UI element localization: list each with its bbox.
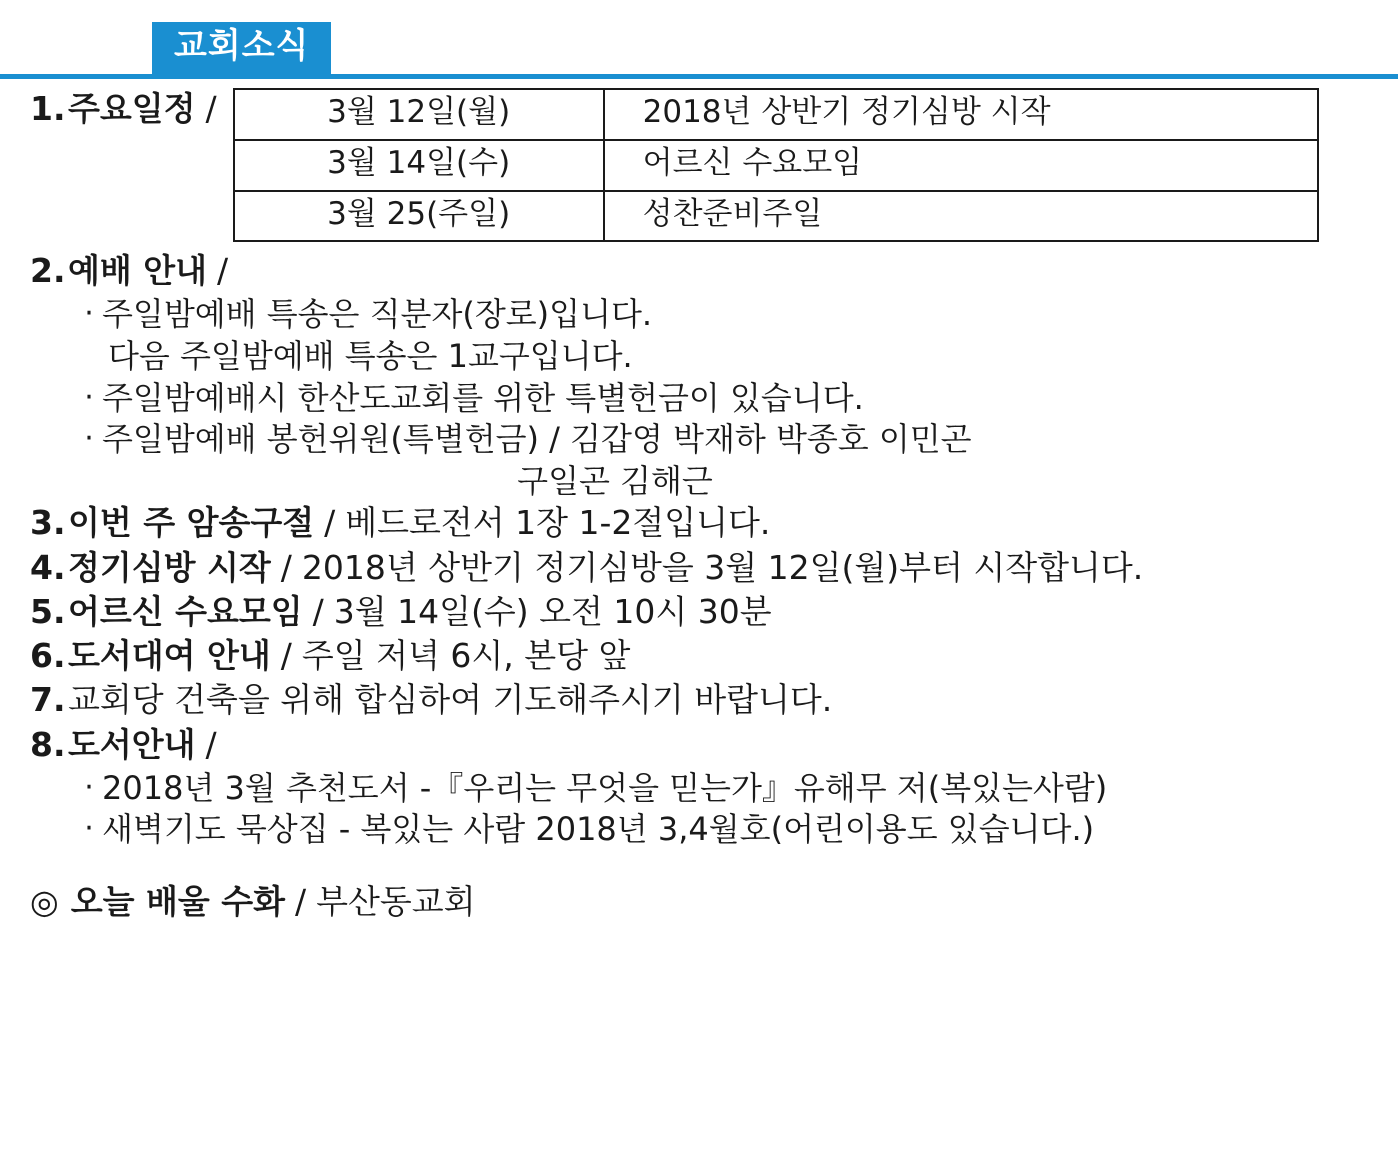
schedule-date: 3월 25(주일)	[234, 191, 604, 242]
offering-committee-overflow: 구일곤 김해근	[517, 461, 713, 500]
bullet-icon: ·	[84, 769, 94, 805]
list-item-worship-guide	[30, 250, 1380, 292]
item-label: 이번 주 암송구절	[68, 503, 315, 543]
sub-item-text: 주일밤예배 특송은 직분자(장로)입니다.	[102, 295, 653, 334]
schedule-desc: 어르신 수요모임	[604, 140, 1318, 191]
bullet-icon: ·	[84, 811, 94, 847]
sub-item-text: 주일밤예배 봉헌위원(특별헌금) / 김갑영 박재하 박종호 이민곤	[102, 420, 972, 459]
item-number: 2.	[30, 251, 66, 291]
item-number: 3.	[30, 503, 66, 543]
schedule-date: 3월 14일(수)	[234, 140, 604, 191]
list-item-building-prayer	[30, 679, 1380, 721]
list-item-senior-wednesday-meeting	[30, 591, 1380, 633]
bullet-icon: ·	[84, 421, 94, 457]
item-value: 교회당 건축을 위해 합심하여 기도해주시기 바랍니다.	[68, 680, 833, 720]
schedule-date: 3월 12일(월)	[234, 89, 604, 140]
item-value: 2018년 상반기 정기심방을 3월 12일(월)부터 시작합니다.	[301, 547, 1144, 587]
sub-list-item	[76, 809, 1380, 851]
schedule-desc: 성찬준비주일	[604, 191, 1318, 242]
item-separator: /	[280, 636, 292, 676]
section-title-tab: 교회소식	[152, 22, 331, 75]
list-item-book-rental	[30, 635, 1380, 677]
schedule-label: 주요일정	[68, 89, 196, 128]
footer-value: 부산동교회	[316, 882, 476, 922]
list-item-book-guide	[30, 724, 1380, 766]
list-item-sign-language	[30, 881, 1380, 923]
item-number: 7.	[30, 680, 66, 720]
item-label: 예배 안내	[68, 251, 208, 291]
item-separator: /	[205, 724, 217, 764]
table-row	[234, 140, 1318, 191]
item-label: 어르신 수요모임	[68, 591, 303, 631]
sub-list-item	[76, 294, 1380, 336]
bulletin-content	[0, 84, 1398, 1174]
list-item-visitation-start	[30, 547, 1380, 589]
schedule-separator: /	[205, 89, 217, 128]
schedule-section	[30, 88, 1380, 242]
sub-item-text: 주일밤예배시 한산도교회를 위한 특별헌금이 있습니다.	[102, 378, 864, 417]
bullet-icon: ·	[84, 379, 94, 415]
sub-item-continuation: 다음 주일밤예배 특송은 1교구입니다.	[108, 337, 633, 376]
item-number: 6.	[30, 636, 66, 676]
item-separator: /	[324, 503, 336, 543]
spacer	[30, 851, 1380, 873]
item-separator: /	[312, 591, 324, 631]
footer-label: 오늘 배울 수화	[70, 882, 286, 922]
bullet-icon: ·	[84, 296, 94, 332]
list-item-memory-verse	[30, 502, 1380, 544]
footer-separator: /	[295, 882, 307, 922]
item-value: 주일 저녁 6시, 본당 앞	[301, 636, 631, 676]
sub-item-text: 2018년 3월 추천도서 -『우리는 무엇을 믿는가』유해무 저(복있는사람)	[102, 768, 1108, 807]
sub-item-text: 새벽기도 묵상집 - 복있는 사람 2018년 3,4월호(어린이용도 있습니다.)	[102, 810, 1095, 849]
item-number: 4.	[30, 547, 66, 587]
item-number: 8.	[30, 724, 66, 764]
item-label: 도서안내	[68, 724, 196, 764]
table-row	[234, 191, 1318, 242]
sub-list-item	[76, 419, 1380, 461]
sub-list-item	[76, 378, 1380, 420]
table-row	[234, 89, 1318, 140]
item-separator: /	[217, 251, 229, 291]
item-label: 정기심방 시작	[68, 547, 271, 587]
schedule-table	[233, 88, 1319, 242]
page-header	[0, 0, 1398, 84]
schedule-desc: 2018년 상반기 정기심방 시작	[604, 89, 1318, 140]
item-separator: /	[280, 547, 292, 587]
circle-marker-icon: ◎	[30, 882, 59, 922]
item-number: 5.	[30, 591, 66, 631]
item-value: 3월 14일(수) 오전 10시 30분	[333, 591, 772, 631]
sub-list-item	[76, 768, 1380, 810]
schedule-number: 1.	[30, 89, 66, 128]
header-divider	[0, 74, 1398, 79]
item-value: 베드로전서 1장 1-2절입니다.	[345, 503, 771, 543]
item-label: 도서대여 안내	[68, 636, 271, 676]
